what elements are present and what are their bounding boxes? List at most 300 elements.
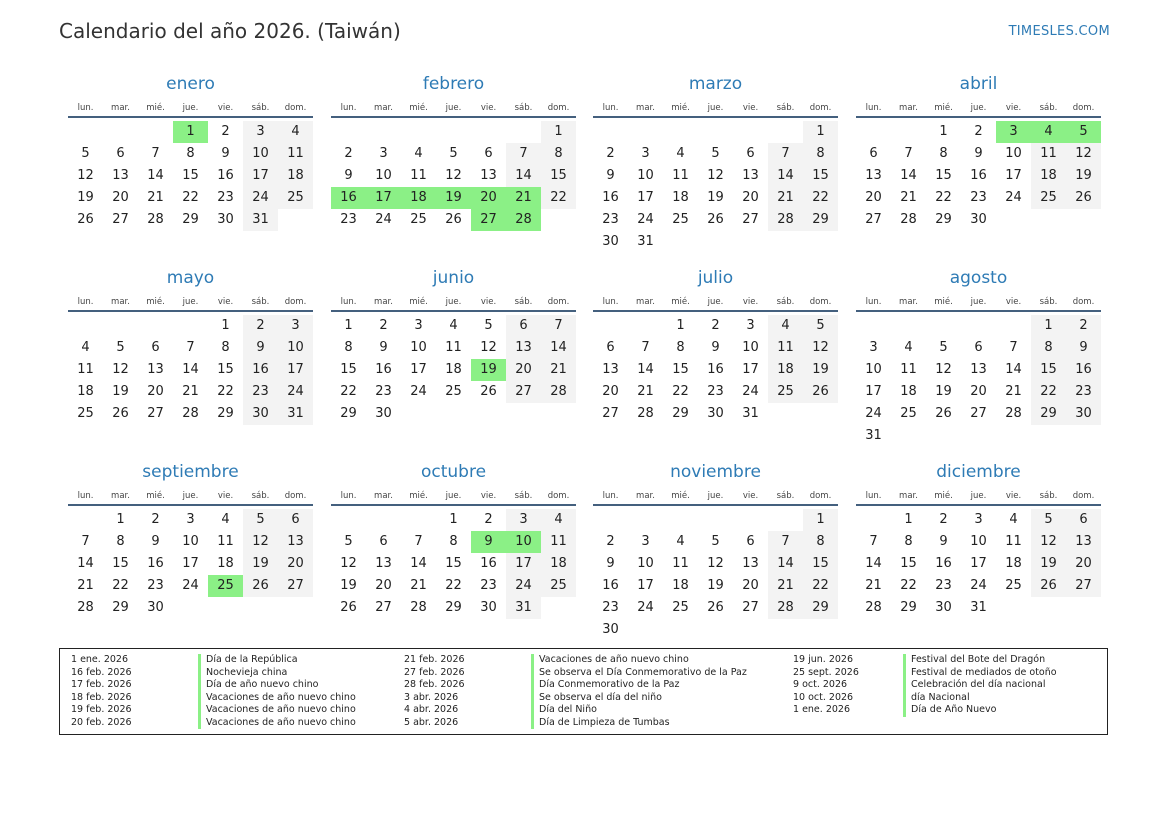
- day-cell: 2: [711, 318, 720, 333]
- legend-holiday-name: Vacaciones de año nuevo chino: [198, 704, 356, 717]
- day-cell: 28: [77, 600, 94, 615]
- day-cell: 11: [1005, 534, 1022, 549]
- day-cell: 14: [768, 553, 803, 575]
- weekday-label: lun.: [340, 103, 357, 113]
- day-cell: 26: [1031, 575, 1066, 597]
- weekday-label: lun.: [77, 491, 94, 501]
- weekday-label: mar.: [374, 491, 393, 501]
- weekday-label: sáb.: [776, 491, 795, 501]
- holiday-day-cell: 18: [401, 187, 436, 209]
- day-cell: 17: [182, 556, 199, 571]
- day-cell: 22: [672, 384, 689, 399]
- holiday-day-cell: 9: [471, 531, 506, 553]
- day-cell: 4: [221, 512, 230, 527]
- day-cell: 31: [865, 428, 882, 443]
- day-cell: 30: [217, 212, 234, 227]
- day-cell: 6: [606, 340, 615, 355]
- legend-holiday-name: Día de año nuevo chino: [198, 679, 318, 692]
- weekday-label: mié.: [146, 491, 165, 501]
- day-cell: 1: [904, 512, 913, 527]
- day-cell: 13: [278, 531, 313, 553]
- day-cell: 18: [768, 359, 803, 381]
- day-cell: 6: [869, 146, 878, 161]
- day-cell: 15: [672, 362, 689, 377]
- day-cell: 29: [803, 597, 838, 619]
- day-cell: 12: [1031, 531, 1066, 553]
- day-cell: 1: [676, 318, 685, 333]
- day-cell: 22: [803, 187, 838, 209]
- day-cell: 22: [541, 187, 576, 209]
- day-cell: 19: [1031, 553, 1066, 575]
- month-abril: [856, 72, 1101, 231]
- day-cell: 6: [151, 340, 160, 355]
- weekday-label: sáb.: [776, 297, 795, 307]
- day-cell: 4: [541, 509, 576, 531]
- weekday-label: mié.: [934, 297, 953, 307]
- day-cell: 27: [278, 575, 313, 597]
- day-cell: 2: [974, 124, 983, 139]
- day-cell: 29: [803, 209, 838, 231]
- day-cell: 25: [672, 212, 689, 227]
- month-julio: [593, 266, 838, 425]
- day-cell: 12: [803, 337, 838, 359]
- day-cell: 23: [243, 381, 278, 403]
- weekday-label: vie.: [480, 491, 497, 501]
- day-cell: 5: [484, 318, 493, 333]
- day-cell: 24: [637, 212, 654, 227]
- weekday-label: dom.: [284, 297, 307, 307]
- weekday-label: vie.: [480, 297, 497, 307]
- day-cell: 13: [865, 168, 882, 183]
- holiday-day-cell: 1: [173, 121, 208, 143]
- day-cell: 15: [803, 553, 838, 575]
- day-cell: 8: [541, 143, 576, 165]
- day-cell: 2: [379, 318, 388, 333]
- day-cell: 6: [116, 146, 125, 161]
- day-cell: 2: [243, 315, 278, 337]
- day-cell: 18: [77, 384, 94, 399]
- day-cell: 16: [602, 578, 619, 593]
- day-cell: 19: [340, 578, 357, 593]
- day-cell: 3: [278, 315, 313, 337]
- day-cell: 7: [81, 534, 90, 549]
- day-cell: 19: [707, 578, 724, 593]
- day-cell: 12: [480, 340, 497, 355]
- day-cell: 1: [221, 318, 230, 333]
- month-marzo: [593, 72, 838, 253]
- legend-holiday-name: día Nacional: [903, 692, 970, 705]
- day-cell: 31: [506, 597, 541, 619]
- day-cell: 31: [970, 600, 987, 615]
- day-cell: 11: [900, 362, 917, 377]
- day-cell: 21: [1005, 384, 1022, 399]
- month-name: diciembre: [936, 462, 1021, 482]
- weekday-header: [331, 294, 576, 312]
- day-cell: 10: [1005, 146, 1022, 161]
- legend-date: 18 feb. 2026: [71, 691, 132, 703]
- day-cell: 30: [970, 212, 987, 227]
- weekday-label: dom.: [1072, 103, 1095, 113]
- day-cell: 20: [742, 578, 759, 593]
- day-cell: 27: [970, 406, 987, 421]
- day-cell: 24: [1005, 190, 1022, 205]
- day-cell: 24: [410, 384, 427, 399]
- day-cell: 17: [970, 556, 987, 571]
- day-cell: 13: [112, 168, 129, 183]
- day-cell: 7: [768, 531, 803, 553]
- day-cell: 5: [711, 534, 720, 549]
- day-cell: 13: [147, 362, 164, 377]
- holiday-day-cell: 21: [506, 187, 541, 209]
- day-cell: 3: [414, 318, 423, 333]
- day-cell: 13: [602, 362, 619, 377]
- day-cell: 4: [278, 121, 313, 143]
- day-cell: 28: [182, 406, 199, 421]
- day-cell: 21: [768, 575, 803, 597]
- day-cell: 15: [803, 165, 838, 187]
- day-cell: 1: [449, 512, 458, 527]
- day-cell: 15: [900, 556, 917, 571]
- weekday-label: mié.: [934, 491, 953, 501]
- legend-holiday-name: Día del Niño: [531, 704, 597, 717]
- legend-date: 25 sept. 2026: [793, 666, 859, 678]
- day-cell: 7: [768, 143, 803, 165]
- day-cell: 9: [974, 146, 983, 161]
- legend-date: 28 feb. 2026: [404, 679, 465, 690]
- day-cell: 8: [186, 146, 195, 161]
- day-cell: 28: [410, 600, 427, 615]
- weekday-header: [593, 100, 838, 118]
- day-cell: 20: [970, 384, 987, 399]
- day-cell: 1: [541, 121, 576, 143]
- day-cell: 7: [1009, 340, 1018, 355]
- weekday-header: [593, 294, 838, 312]
- days-grid: [856, 315, 1101, 447]
- day-cell: 9: [939, 534, 948, 549]
- day-cell: 31: [243, 209, 278, 231]
- day-cell: 9: [606, 168, 615, 183]
- day-cell: 6: [484, 146, 493, 161]
- day-cell: 4: [1009, 512, 1018, 527]
- day-cell: 2: [484, 512, 493, 527]
- day-cell: 22: [340, 384, 357, 399]
- legend-holiday-name: Vacaciones de año nuevo chino: [531, 654, 689, 667]
- weekday-label: mié.: [146, 297, 165, 307]
- day-cell: 27: [506, 381, 541, 403]
- weekday-label: mar.: [636, 491, 655, 501]
- day-cell: 29: [445, 600, 462, 615]
- day-cell: 28: [768, 209, 803, 231]
- day-cell: 26: [803, 381, 838, 403]
- day-cell: 12: [243, 531, 278, 553]
- day-cell: 23: [935, 578, 952, 593]
- weekday-label: mar.: [111, 297, 130, 307]
- day-cell: 15: [112, 556, 129, 571]
- day-cell: 9: [711, 340, 720, 355]
- day-cell: 31: [742, 406, 759, 421]
- day-cell: 15: [182, 168, 199, 183]
- day-cell: 12: [340, 556, 357, 571]
- day-cell: 25: [77, 406, 94, 421]
- weekday-label: jue.: [182, 297, 199, 307]
- day-cell: 24: [742, 384, 759, 399]
- day-cell: 27: [742, 212, 759, 227]
- day-cell: 23: [1066, 381, 1101, 403]
- weekday-label: vie.: [480, 103, 497, 113]
- day-cell: 5: [449, 146, 458, 161]
- day-cell: 7: [869, 534, 878, 549]
- weekday-label: dom.: [809, 491, 832, 501]
- weekday-label: lun.: [602, 103, 619, 113]
- day-cell: 29: [1031, 403, 1066, 425]
- day-cell: 27: [112, 212, 129, 227]
- day-cell: 25: [541, 575, 576, 597]
- month-name: junio: [432, 268, 475, 288]
- weekday-label: mié.: [671, 491, 690, 501]
- day-cell: 16: [243, 359, 278, 381]
- day-cell: 22: [935, 190, 952, 205]
- day-cell: 18: [900, 384, 917, 399]
- weekday-label: jue.: [182, 491, 199, 501]
- weekday-label: vie.: [742, 297, 759, 307]
- day-cell: 23: [707, 384, 724, 399]
- weekday-label: mar.: [374, 297, 393, 307]
- day-cell: 22: [1031, 381, 1066, 403]
- day-cell: 7: [541, 315, 576, 337]
- holiday-day-cell: 19: [471, 359, 506, 381]
- day-cell: 4: [81, 340, 90, 355]
- days-grid: [68, 509, 313, 619]
- day-cell: 7: [414, 534, 423, 549]
- legend-date: 4 abr. 2026: [404, 704, 459, 715]
- day-cell: 20: [112, 190, 129, 205]
- day-cell: 7: [151, 146, 160, 161]
- day-cell: 10: [637, 168, 654, 183]
- day-cell: 2: [344, 146, 353, 161]
- day-cell: 13: [970, 362, 987, 377]
- day-cell: 12: [445, 168, 462, 183]
- holiday-day-cell: 25: [208, 575, 243, 597]
- legend-date: 20 feb. 2026: [71, 716, 132, 728]
- day-cell: 9: [344, 168, 353, 183]
- month-name: septiembre: [142, 462, 239, 482]
- day-cell: 11: [672, 556, 689, 571]
- day-cell: 2: [606, 146, 615, 161]
- day-cell: 19: [243, 553, 278, 575]
- weekday-header: [593, 488, 838, 506]
- legend-holiday-name: Se observa el día del niño: [531, 692, 662, 705]
- day-cell: 8: [1031, 337, 1066, 359]
- day-cell: 10: [742, 340, 759, 355]
- day-cell: 23: [217, 190, 234, 205]
- day-cell: 16: [1066, 359, 1101, 381]
- day-cell: 5: [81, 146, 90, 161]
- day-cell: 10: [375, 168, 392, 183]
- day-cell: 3: [974, 512, 983, 527]
- day-cell: 14: [541, 337, 576, 359]
- weekday-header: [68, 100, 313, 118]
- day-cell: 19: [803, 359, 838, 381]
- weekday-label: lun.: [865, 491, 882, 501]
- weekday-header: [856, 488, 1101, 506]
- day-cell: 11: [1031, 143, 1066, 165]
- day-cell: 7: [641, 340, 650, 355]
- weekday-label: vie.: [1005, 297, 1022, 307]
- day-cell: 5: [711, 146, 720, 161]
- legend-holiday-name: Festival del Bote del Dragón: [903, 654, 1045, 667]
- day-cell: 29: [935, 212, 952, 227]
- day-cell: 24: [637, 600, 654, 615]
- weekday-label: dom.: [547, 103, 570, 113]
- weekday-label: dom.: [1072, 491, 1095, 501]
- days-grid: [68, 121, 313, 231]
- day-cell: 20: [375, 578, 392, 593]
- legend-date: 19 jun. 2026: [793, 654, 854, 665]
- day-cell: 6: [746, 534, 755, 549]
- holiday-day-cell: 17: [366, 187, 401, 209]
- day-cell: 3: [186, 512, 195, 527]
- site-link[interactable]: TIMESLES.COM: [1008, 24, 1110, 39]
- day-cell: 19: [77, 190, 94, 205]
- day-cell: 18: [217, 556, 234, 571]
- day-cell: 24: [865, 406, 882, 421]
- weekday-label: jue.: [445, 103, 462, 113]
- day-cell: 11: [278, 143, 313, 165]
- holiday-day-cell: 20: [471, 187, 506, 209]
- day-cell: 20: [147, 384, 164, 399]
- legend-holiday-name: Nochevieja china: [198, 667, 287, 680]
- legend-holiday-name: Vacaciones de año nuevo chino: [198, 692, 356, 705]
- day-cell: 18: [1005, 556, 1022, 571]
- day-cell: 9: [606, 556, 615, 571]
- day-cell: 2: [221, 124, 230, 139]
- day-cell: 9: [243, 337, 278, 359]
- legend-date: 17 feb. 2026: [71, 679, 132, 690]
- legend-date: 21 feb. 2026: [404, 654, 465, 665]
- legend-date: 9 oct. 2026: [793, 679, 848, 690]
- legend-date: 3 abr. 2026: [404, 691, 459, 703]
- day-cell: 14: [410, 556, 427, 571]
- day-cell: 28: [768, 597, 803, 619]
- weekday-label: mié.: [671, 103, 690, 113]
- day-cell: 9: [1066, 337, 1101, 359]
- day-cell: 8: [116, 534, 125, 549]
- weekday-label: mié.: [409, 103, 428, 113]
- days-grid: [331, 121, 576, 231]
- weekday-label: mar.: [111, 491, 130, 501]
- day-cell: 3: [379, 146, 388, 161]
- month-name: noviembre: [670, 462, 761, 482]
- weekday-label: lun.: [77, 297, 94, 307]
- day-cell: 17: [1005, 168, 1022, 183]
- day-cell: 27: [865, 212, 882, 227]
- holiday-day-cell: 3: [996, 121, 1031, 143]
- legend-date: 5 abr. 2026: [404, 716, 459, 728]
- weekday-label: sáb.: [251, 491, 270, 501]
- weekday-label: mié.: [146, 103, 165, 113]
- day-cell: 29: [672, 406, 689, 421]
- day-cell: 15: [445, 556, 462, 571]
- weekday-label: jue.: [707, 297, 724, 307]
- day-cell: 20: [506, 359, 541, 381]
- weekday-label: sáb.: [251, 297, 270, 307]
- weekday-label: sáb.: [1039, 491, 1058, 501]
- day-cell: 10: [637, 556, 654, 571]
- legend-holiday-name: Festival de mediados de otoño: [903, 667, 1057, 680]
- day-cell: 16: [935, 556, 952, 571]
- day-cell: 30: [375, 406, 392, 421]
- day-cell: 6: [379, 534, 388, 549]
- day-cell: 13: [1066, 531, 1101, 553]
- legend-holiday-name: Día Conmemorativo de la Paz: [531, 679, 679, 692]
- day-cell: 30: [602, 622, 619, 637]
- day-cell: 16: [707, 362, 724, 377]
- day-cell: 16: [375, 362, 392, 377]
- day-cell: 26: [112, 406, 129, 421]
- day-cell: 25: [672, 600, 689, 615]
- day-cell: 20: [865, 190, 882, 205]
- weekday-label: mié.: [671, 297, 690, 307]
- day-cell: 18: [541, 553, 576, 575]
- day-cell: 27: [147, 406, 164, 421]
- weekday-label: jue.: [707, 491, 724, 501]
- weekday-label: jue.: [182, 103, 199, 113]
- month-name: enero: [166, 74, 215, 94]
- day-cell: 8: [676, 340, 685, 355]
- month-septiembre: [68, 460, 313, 619]
- day-cell: 26: [445, 212, 462, 227]
- day-cell: 22: [217, 384, 234, 399]
- day-cell: 11: [217, 534, 234, 549]
- legend-holiday-name: Se observa el Día Conmemorativo de la Paz: [531, 667, 747, 680]
- day-cell: 4: [449, 318, 458, 333]
- month-mayo: [68, 266, 313, 425]
- day-cell: 26: [707, 600, 724, 615]
- month-name: mayo: [166, 268, 215, 288]
- day-cell: 26: [707, 212, 724, 227]
- day-cell: 3: [869, 340, 878, 355]
- day-cell: 11: [541, 531, 576, 553]
- holiday-day-cell: 28: [506, 209, 541, 231]
- day-cell: 16: [602, 190, 619, 205]
- month-name: julio: [697, 268, 734, 288]
- weekday-label: sáb.: [514, 103, 533, 113]
- month-name: marzo: [688, 74, 743, 94]
- day-cell: 26: [77, 212, 94, 227]
- day-cell: 28: [900, 212, 917, 227]
- weekday-header: [331, 100, 576, 118]
- holiday-day-cell: 5: [1066, 121, 1101, 143]
- day-cell: 15: [1031, 359, 1066, 381]
- day-cell: 8: [803, 531, 838, 553]
- legend-holiday-name: Vacaciones de año nuevo chino: [198, 717, 356, 730]
- weekday-label: vie.: [1005, 491, 1022, 501]
- day-cell: 3: [641, 534, 650, 549]
- day-cell: 6: [974, 340, 983, 355]
- day-cell: 24: [243, 187, 278, 209]
- day-cell: 25: [768, 381, 803, 403]
- day-cell: 15: [935, 168, 952, 183]
- weekday-label: vie.: [742, 491, 759, 501]
- weekday-label: jue.: [445, 297, 462, 307]
- days-grid: [856, 509, 1101, 619]
- day-cell: 14: [637, 362, 654, 377]
- day-cell: 24: [278, 381, 313, 403]
- day-cell: 31: [637, 234, 654, 249]
- day-cell: 5: [939, 340, 948, 355]
- weekday-label: dom.: [547, 297, 570, 307]
- day-cell: 11: [445, 340, 462, 355]
